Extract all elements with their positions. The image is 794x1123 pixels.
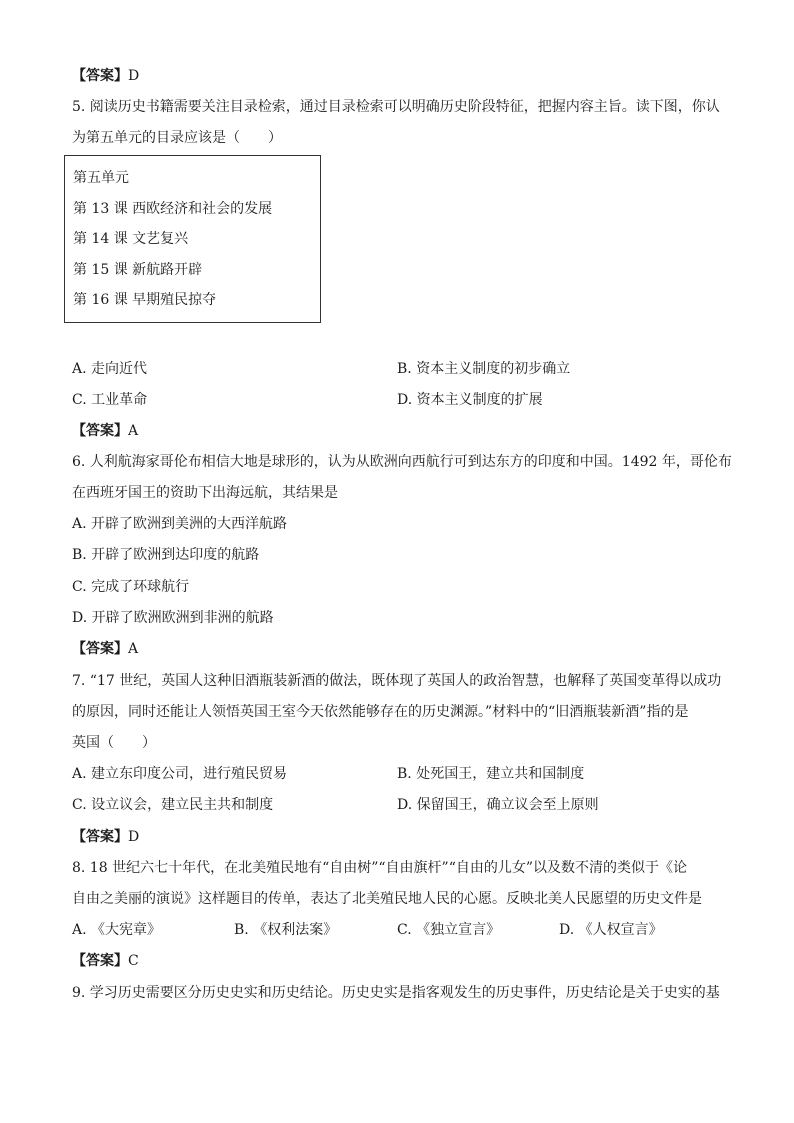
q7-option-d: D. 保留国王，确立议会至上原则 (397, 797, 599, 813)
lesson-13: 第 13 课 西欧经济和社会的发展 (73, 201, 273, 217)
answer-label: 【答案】 (72, 68, 128, 84)
q8-option-b: B. 《权利法案》 (234, 922, 338, 938)
answer-5 (72, 421, 138, 441)
question-6-line-1: 6. 人利航海家哥伦布相信大地是球形的，认为从欧洲向西航行可到达东方的印度和中国。1492 年，哥伦布 (72, 454, 732, 470)
unit-title: 第五单元 (73, 170, 129, 186)
lesson-15: 第 15 课 新航路开辟 (73, 262, 203, 278)
q7-option-c: C. 设立议会，建立民主共和制度 (72, 797, 274, 813)
answer-6 (72, 639, 138, 659)
answer-value: D (128, 829, 140, 845)
q7-option-b: B. 处死国王，建立共和国制度 (397, 766, 585, 782)
q5-option-c: C. 工业革命 (72, 392, 148, 408)
question-7-line-1: 7. “17 世纪，英国人这种旧酒瓶装新酒的做法，既体现了英国人的政治智慧，也解释了英国变革得以成功 (72, 673, 722, 689)
question-6-line-2: 在西班牙国王的资助下出海远航，其结果是 (72, 485, 338, 501)
q8-option-c: C. 《独立宣言》 (397, 922, 501, 938)
q8-option-d: D. 《人权宣言》 (559, 922, 663, 938)
q6-option-a: A. 开辟了欧洲到美洲的大西洋航路 (72, 516, 288, 532)
q6-option-c: C. 完成了环球航行 (72, 579, 190, 595)
answer-value: A (128, 641, 139, 657)
q8-option-a: A. 《大宪章》 (72, 922, 162, 938)
q5-option-a: A. 走向近代 (72, 361, 148, 377)
question-5-line-1: 5. 阅读历史书籍需要关注目录检索，通过目录检索可以明确历史阶段特征，把握内容主旨。读下图，你认 (72, 99, 720, 115)
answer-label: 【答案】 (72, 829, 128, 845)
answer-label: 【答案】 (72, 641, 128, 657)
answer-8 (72, 951, 139, 971)
question-8-line-2: 自由之美丽的演说》这样题目的传单，表达了北美殖民地人民的心愿。反映北美人民愿望的历史文件是 (72, 891, 702, 907)
answer-value: D (128, 68, 140, 84)
q6-option-d: D. 开辟了欧洲欧洲到非洲的航路 (72, 610, 274, 626)
lesson-14: 第 14 课 文艺复兴 (73, 231, 189, 247)
q6-option-b: B. 开辟了欧洲到达印度的航路 (72, 547, 260, 563)
question-5-line-2: 为第五单元的目录应该是（ ） (72, 130, 282, 146)
q5-option-d: D. 资本主义制度的扩展 (397, 392, 543, 408)
question-7-line-3: 英国（ ） (72, 735, 156, 751)
answer-4 (72, 66, 139, 86)
question-8-line-1: 8. 18 世纪六七十年代，在北美殖民地有“自由树”“自由旗杆”“自由的儿女”以及数不清的类似于《论 (72, 860, 688, 876)
q5-option-b: B. 资本主义制度的初步确立 (397, 361, 571, 377)
answer-label: 【答案】 (72, 423, 128, 439)
answer-value: A (128, 423, 139, 439)
answer-value: C (128, 953, 139, 969)
question-9-line-1: 9. 学习历史需要区分历史史实和历史结论。历史史实是指客观发生的历史事件，历史结论是关于史实的基 (72, 985, 720, 1001)
table-of-contents-box (64, 155, 321, 323)
answer-7 (72, 827, 139, 847)
q7-option-a: A. 建立东印度公司，进行殖民贸易 (72, 766, 288, 782)
answer-label: 【答案】 (72, 953, 128, 969)
lesson-16: 第 16 课 早期殖民掠夺 (73, 292, 217, 308)
question-7-line-2: 的原因，同时还能让人领悟英国王室今天依然能够存在的历史渊源。”材料中的“旧酒瓶装新酒”指的是 (72, 704, 689, 720)
